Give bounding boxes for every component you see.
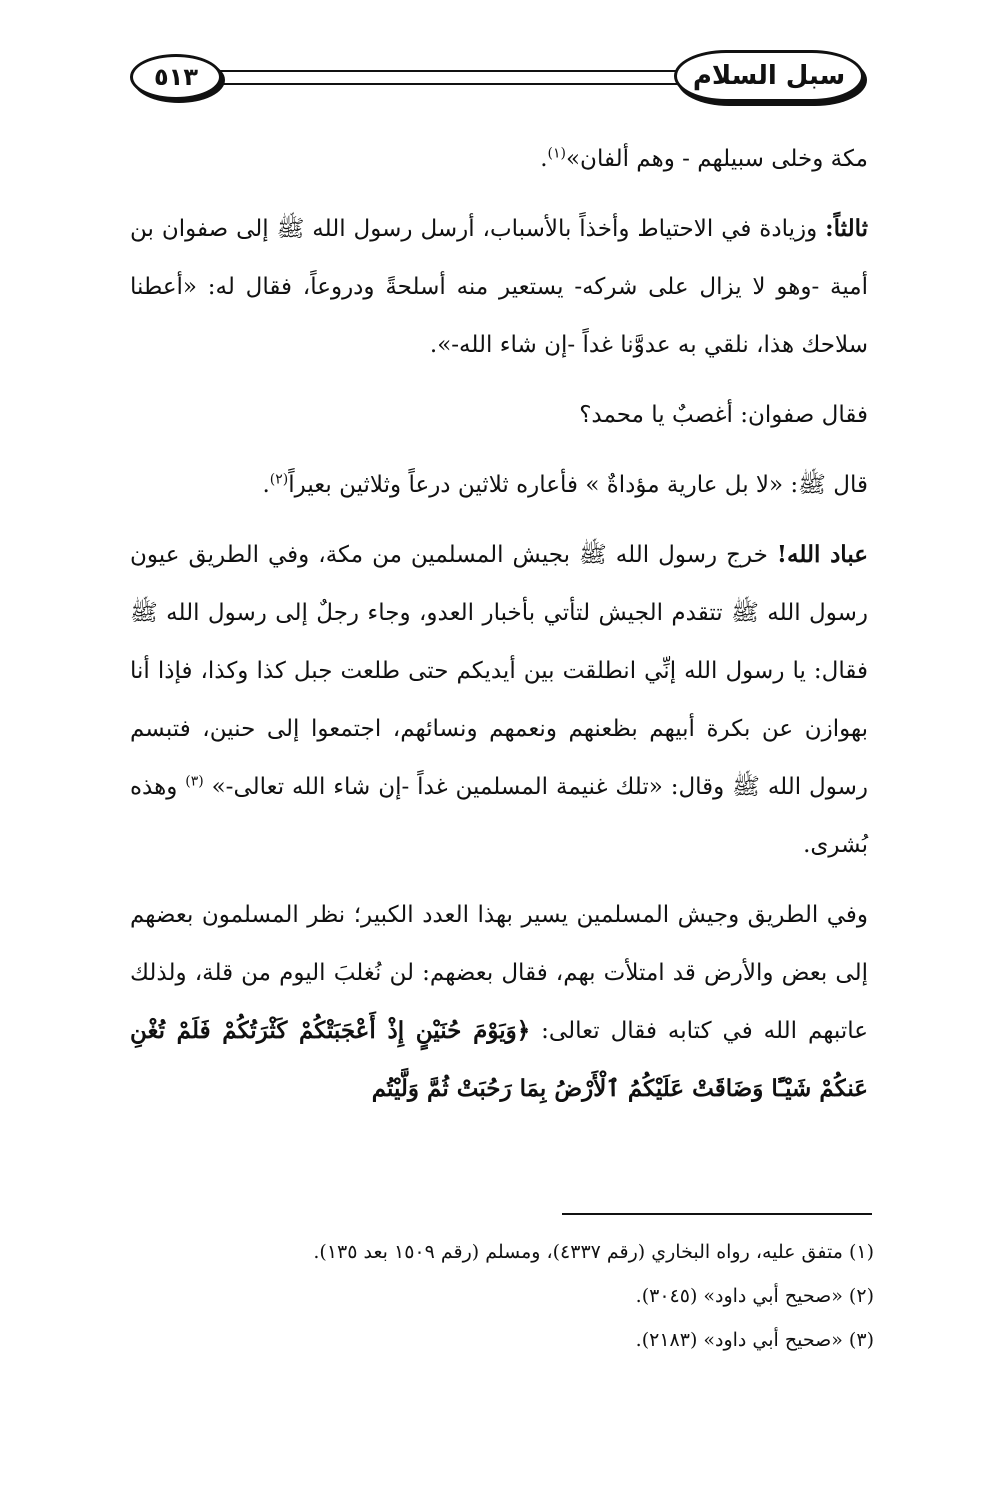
paragraph-1-end: . bbox=[540, 146, 548, 172]
footnote-ref-2: (٢) bbox=[269, 471, 289, 488]
page-number-frame bbox=[130, 54, 222, 100]
header-rule bbox=[220, 70, 684, 85]
paragraph-6 bbox=[130, 886, 868, 1118]
main-text bbox=[130, 130, 868, 1118]
footnote-1: (١) متفق عليه، رواه البخاري (رقم ٤٣٣٧)، ومسلم (رقم ١٥٠٩ بعد ١٣٥). bbox=[313, 1241, 874, 1263]
paragraph-4-end: . bbox=[262, 472, 270, 498]
quran-verse: ﴿وَيَوْمَ حُنَيْنٍ إِذْ أَعْجَبَتْكُمْ كَثْرَتُكُمْ فَلَمْ تُغْنِ عَنكُمْ شَيْـًٔا وَضَاقَتْ عَلَيْكُمُ ٱلْأَرْضُ بِمَا رَحُبَتْ ثُمَّ وَلَّيْتُم bbox=[130, 1017, 868, 1102]
footnote-ref-3: (٣) bbox=[185, 773, 204, 790]
paragraph-2 bbox=[130, 200, 868, 374]
footnote-3: (٣) «صحيح أبي داود» (٢١٨٣). bbox=[635, 1329, 874, 1351]
paragraph-5-lead: عباد الله! bbox=[776, 541, 868, 568]
page-number: ٥١٣ bbox=[154, 63, 198, 91]
paragraph-4-text: قال ﷺ: «لا بل عارية مؤداةٌ » فأعاره ثلاثين درعاً وثلاثين بعيراً bbox=[288, 472, 868, 498]
footnote-2: (٢) «صحيح أبي داود» (٣٠٤٥). bbox=[635, 1285, 874, 1307]
running-title: سبل السلام bbox=[692, 61, 846, 91]
paragraph-3-text: فقال صفوان: أغصبٌ يا محمد؟ bbox=[579, 402, 868, 428]
page-header bbox=[130, 48, 864, 118]
paragraph-6-text: وفي الطريق وجيش المسلمين يسير بهذا العدد الكبير؛ نظر المسلمون بعضهم إلى بعض والأرض قد امتلأت بهم، فقال بعضهم: لن نُغلبَ اليوم من قلة، ولذلك عاتبهم الله في كتابه فقال تعالى: bbox=[130, 902, 868, 1044]
paragraph-2-text: وزيادة في الاحتياط وأخذاً بالأسباب، أرسل رسول الله ﷺ إلى صفوان بن أمية -وهو لا يزال على شركه- يستعير منه أسلحةً ودروعاً، فقال له: «أعطنا سلاحك هذا، نلقي به عدوَّنا غداً -إن شاء الله-». bbox=[130, 216, 868, 358]
paragraph-3 bbox=[130, 386, 868, 444]
paragraph-2-lead: ثالثاً: bbox=[825, 215, 868, 242]
footnote-ref-1: (١) bbox=[547, 145, 566, 162]
paragraph-4 bbox=[130, 456, 868, 514]
paragraph-1 bbox=[130, 130, 868, 188]
paragraph-5 bbox=[130, 526, 868, 874]
running-title-frame bbox=[674, 50, 864, 102]
footnotes bbox=[170, 1230, 874, 1362]
paragraph-5-text: خرج رسول الله ﷺ بجيش المسلمين من مكة، وفي الطريق عيون رسول الله ﷺ تتقدم الجيش لتأتي بأخبار العدو، وجاء رجلٌ إلى رسول الله ﷺ فقال: يا رسول الله إنِّي انطلقت بين أيديكم حتى طلعت جبل كذا وكذا، فإذا أنا بهوازن عن بكرة أبيهم بظعنهم ونعمهم ونسائهم، اجتمعوا إلى حنين، فتبسم رسول الله ﷺ وقال: «تلك غنيمة المسلمين غداً -إن شاء الله تعالى-» bbox=[130, 542, 869, 800]
paragraph-5-end: وهذه بُشرى. bbox=[130, 774, 868, 858]
paragraph-1-text: مكة وخلى سبيلهم - وهم ألفان» bbox=[565, 146, 868, 172]
footnote-separator bbox=[562, 1213, 872, 1215]
